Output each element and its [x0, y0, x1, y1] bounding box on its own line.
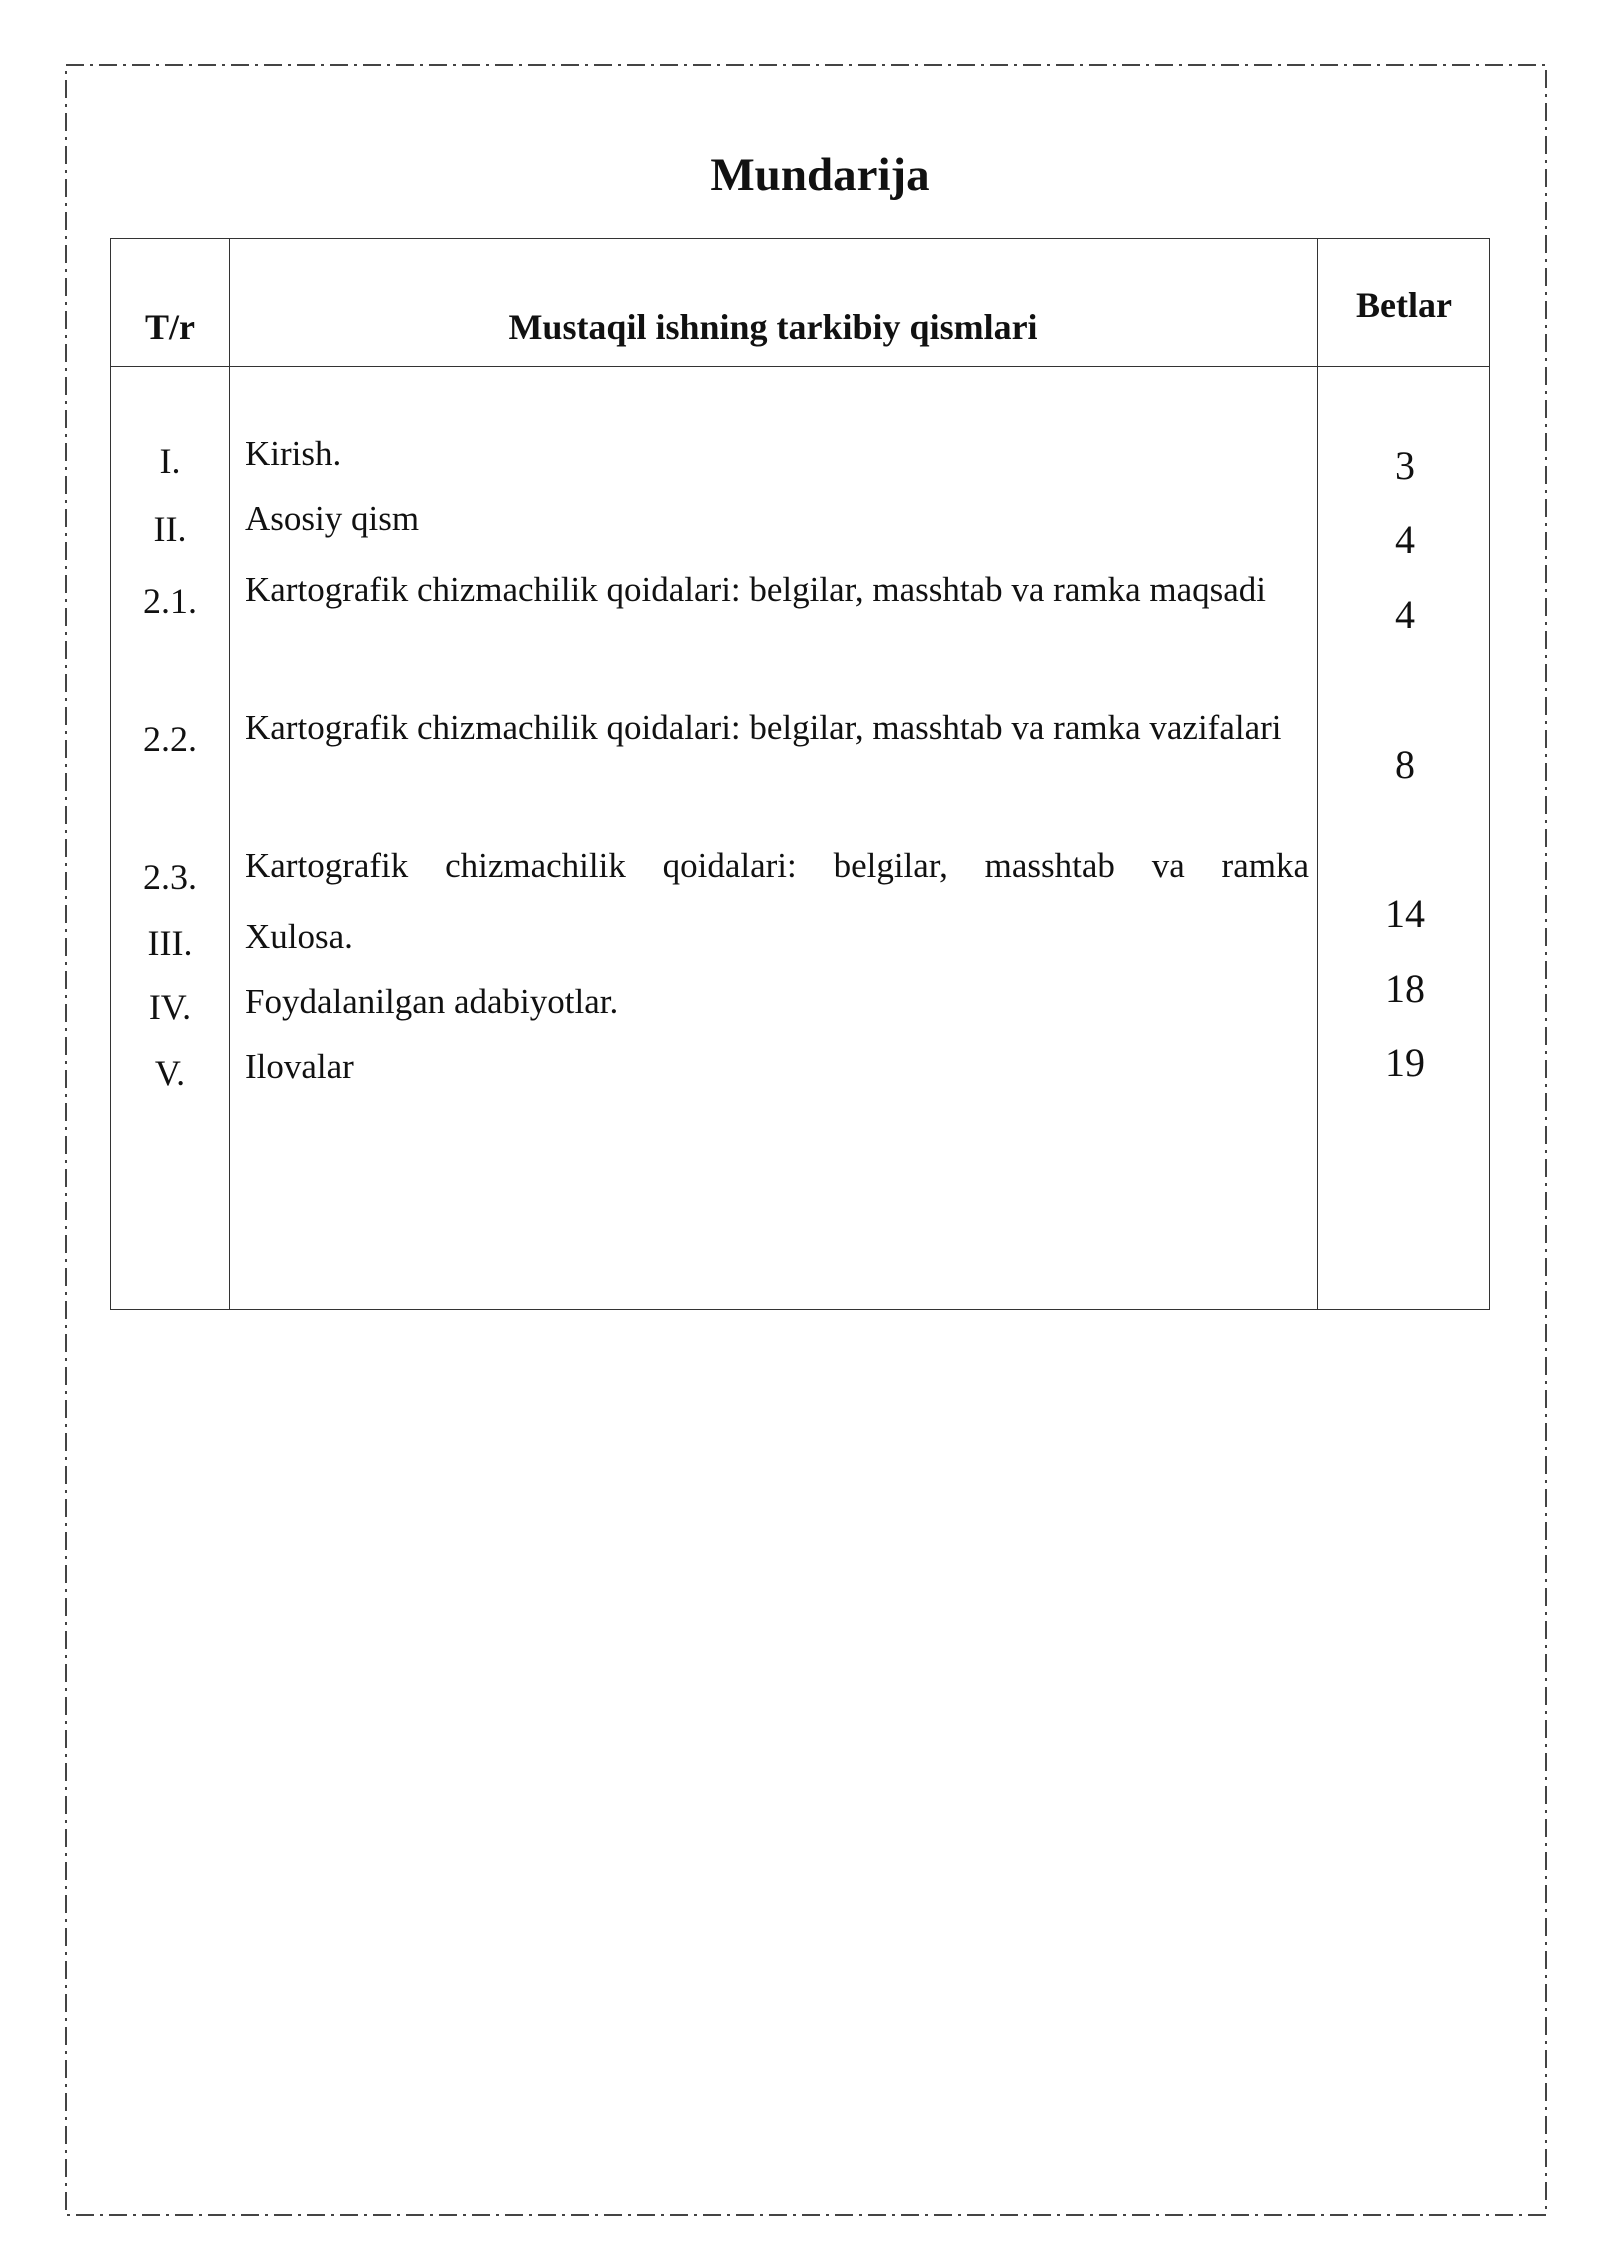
header-divider [111, 366, 1489, 367]
page-number: 14 [1385, 891, 1425, 936]
header-sections: Mustaqil ishning tarkibiy qismlari [508, 307, 1038, 347]
row-text: Xulosa. [245, 917, 353, 956]
row-number: 2.1. [143, 581, 197, 621]
header-number: T/r [145, 307, 195, 347]
row-text: Ilovalar [245, 1047, 354, 1086]
page-number: 18 [1385, 966, 1425, 1011]
column-divider [1317, 239, 1318, 1309]
page-title: Mundarija [710, 149, 930, 201]
row-text: Kartografik chizmachilik qoidalari: belgilar, masshtab va ramka vazifalari [245, 708, 1282, 747]
row-text: Kartografik chizmachilik qoidalari: belgilar, masshtab va ramka maqsadi [245, 570, 1267, 609]
row-text: Kartografik chizmachilik qoidalari: belgilar, masshtab va ramka [245, 846, 1309, 885]
column-divider [229, 239, 230, 1309]
row-number: 2.3. [143, 857, 197, 897]
row-number: 2.2. [143, 719, 197, 759]
row-number: I. [159, 441, 181, 481]
row-text: Foydalanilgan adabiyotlar. [245, 982, 619, 1021]
header-pages: Betlar [1356, 285, 1452, 325]
row-text: Kirish. [245, 434, 342, 473]
row-number: IV. [148, 987, 192, 1027]
row-text: Asosiy qism [245, 499, 420, 538]
toc-table [110, 238, 1490, 1310]
page-number: 4 [1395, 517, 1415, 562]
page-number: 4 [1395, 592, 1415, 637]
page-number: 8 [1395, 742, 1415, 787]
row-number: III. [147, 923, 193, 963]
page-number: 3 [1395, 443, 1415, 488]
row-number: V. [154, 1053, 186, 1093]
row-number: II. [153, 509, 187, 549]
page-number: 19 [1385, 1040, 1425, 1085]
